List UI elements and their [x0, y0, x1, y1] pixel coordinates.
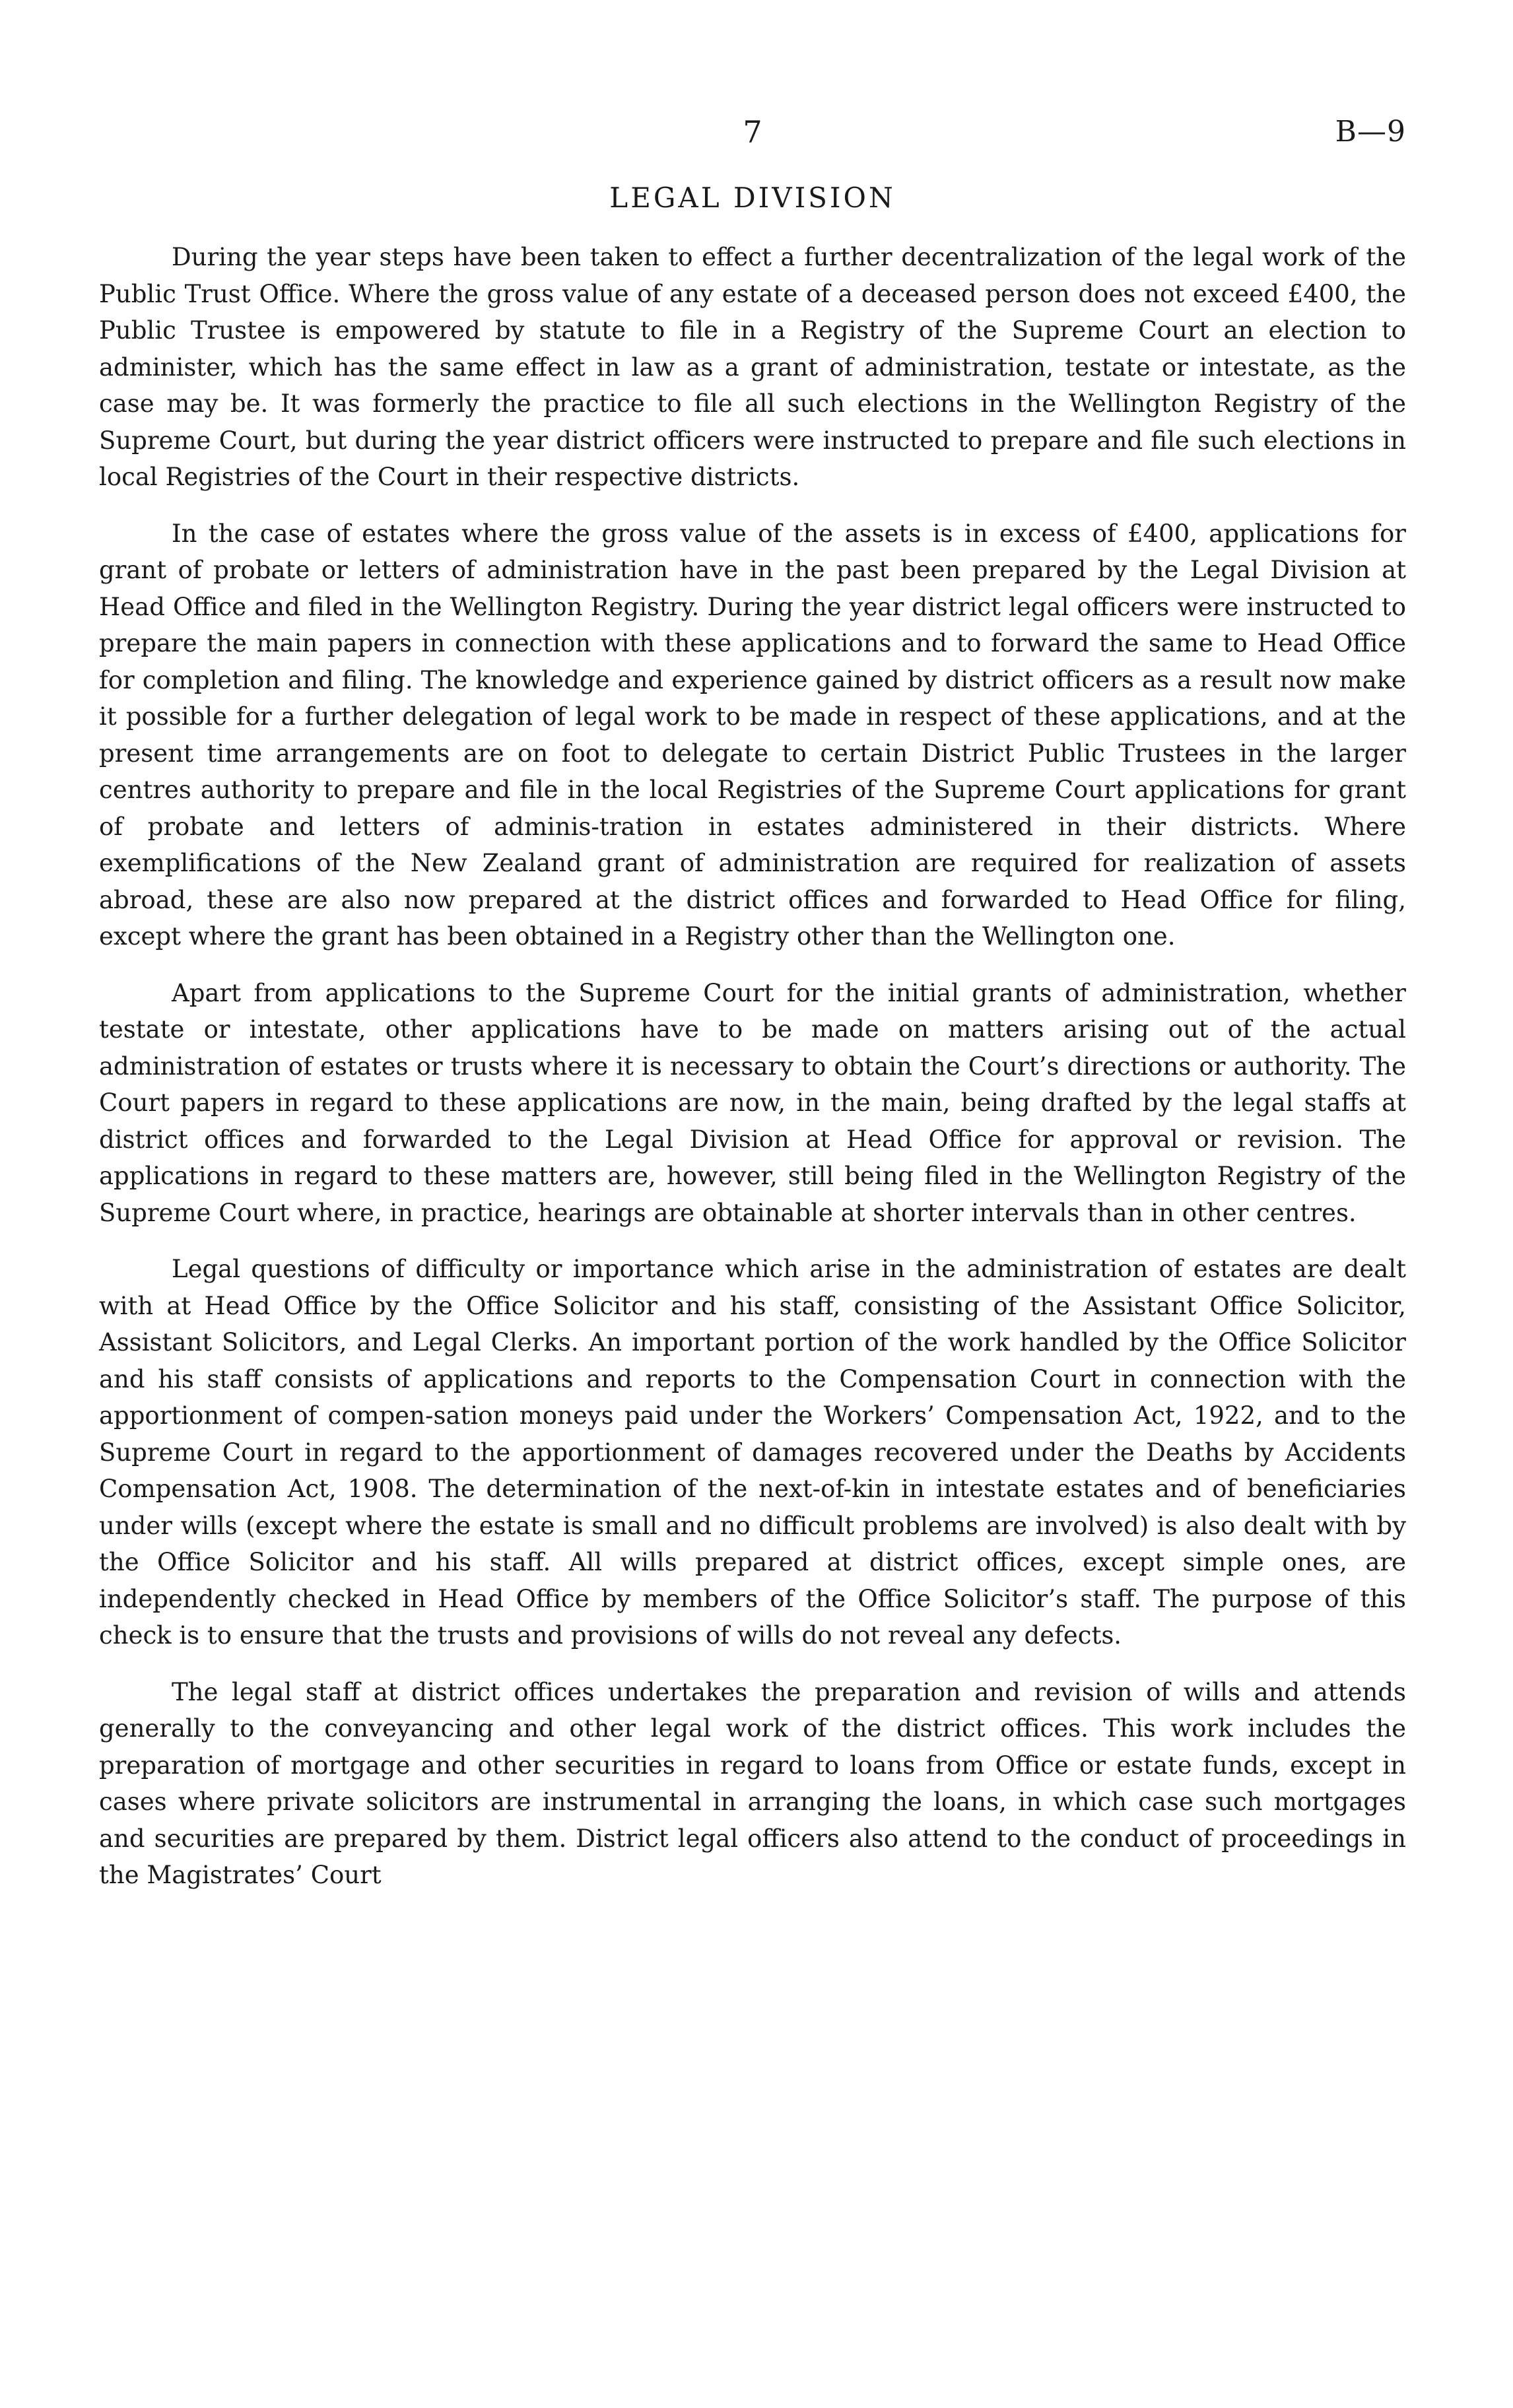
page-number: 7	[743, 114, 762, 150]
document-page	[99, 112, 1406, 1914]
document-reference: B—9	[1335, 115, 1406, 149]
paragraph-decentralization: During the year steps have been taken to effect a further decentralization of the legal work of the Public Trust Office. Where the gross value of any estate of a deceased person does not exceed £400, the Public Trustee is empowered by statute to file in a Registry of the Supreme Court an election to administer, which has the same effect in law as a grant of administration, testate or intestate, as the case may be. It was formerly the practice to file all such elections in the Wellington Registry of the Supreme Court, but during the year district officers were instructed to prepare and file such elections in local Registries of the Court in their respective districts.	[99, 243, 1406, 491]
page-header	[99, 112, 1406, 158]
paragraph-district-legal-staff: The legal staff at district offices undertakes the preparation and revision of wills and attends generally to the conveyancing and other legal work of the district offices. This work includes the preparation of mortgage and other securities in regard to loans from Office or estate funds, except in cases where private solicitors are instrumental in arranging the loans, in which case such mortgages and securities are prepared by them. District legal officers also attend to the conduct of proceedings in the Magistrates’ Court	[99, 1677, 1406, 1889]
paragraph-court-applications: Apart from applications to the Supreme Court for the initial grants of administration, whether testate or intestate, other applications have to be made on matters arising out of the actual administration of estates or trusts where it is necessary to obtain the Court’s directions or authority. The Court papers in regard to these applications are now, in the main, being drafted by the legal staffs at district offices and forwarded to the Legal Division at Head Office for approval or revision. The applications in regard to these matters are, however, still being filed in the Wellington Registry of the Supreme Court where, in practice, hearings are obtainable at shorter intervals than in other centres.	[99, 978, 1406, 1227]
paragraph-legal-questions: Legal questions of difficulty or importance which arise in the administration of estates are dealt with at Head Office by the Office Solicitor and his staff, consisting of the Assistant Office Solicitor, Assistant Solicitors, and Legal Clerks. An important portion of the work handled by the Office Solicitor and his staff consists of applications and reports to the Compensation Court in connection with the apportionment of compen-sation moneys paid under the Workers’ Compensation Act, 1922, and to the Supreme Court in regard to the apportionment of damages recovered under the Deaths by Accidents Compensation Act, 1908. The determination of the next-of-kin in intestate estates and of beneficiaries under wills (except where the estate is small and no difficult problems are involved) is also dealt with by the Office Solicitor and his staff. All wills prepared at district offices, except simple ones, are independently checked in Head Office by members of the Office Solicitor’s staff. The purpose of this check is to ensure that the trusts and provisions of wills do not reveal any defects.	[99, 1255, 1406, 1650]
paragraph-probate-applications: In the case of estates where the gross value of the assets is in excess of £400, applications for grant of probate or letters of administration have in the past been prepared by the Legal Division at Head Office and filed in the Wellington Registry. During the year district legal officers were instructed to prepare the main papers in connection with these applications and to forward the same to Head Office for completion and filing. The knowledge and experience gained by district officers as a result now make it possible for a further delegation of legal work to be made in respect of these applications, and at the present time arrangements are on foot to delegate to certain District Public Trustees in the larger centres authority to prepare and file in the local Registries of the Supreme Court applications for grant of probate and letters of adminis-tration in estates administered in their districts. Where exemplifications of the New Zealand grant of administration are required for realization of assets abroad, these are also now prepared at the district offices and forwarded to Head Office for filing, except where the grant has been obtained in a Registry other than the Wellington one.	[99, 519, 1406, 951]
section-title: LEGAL DIVISION	[609, 182, 896, 214]
